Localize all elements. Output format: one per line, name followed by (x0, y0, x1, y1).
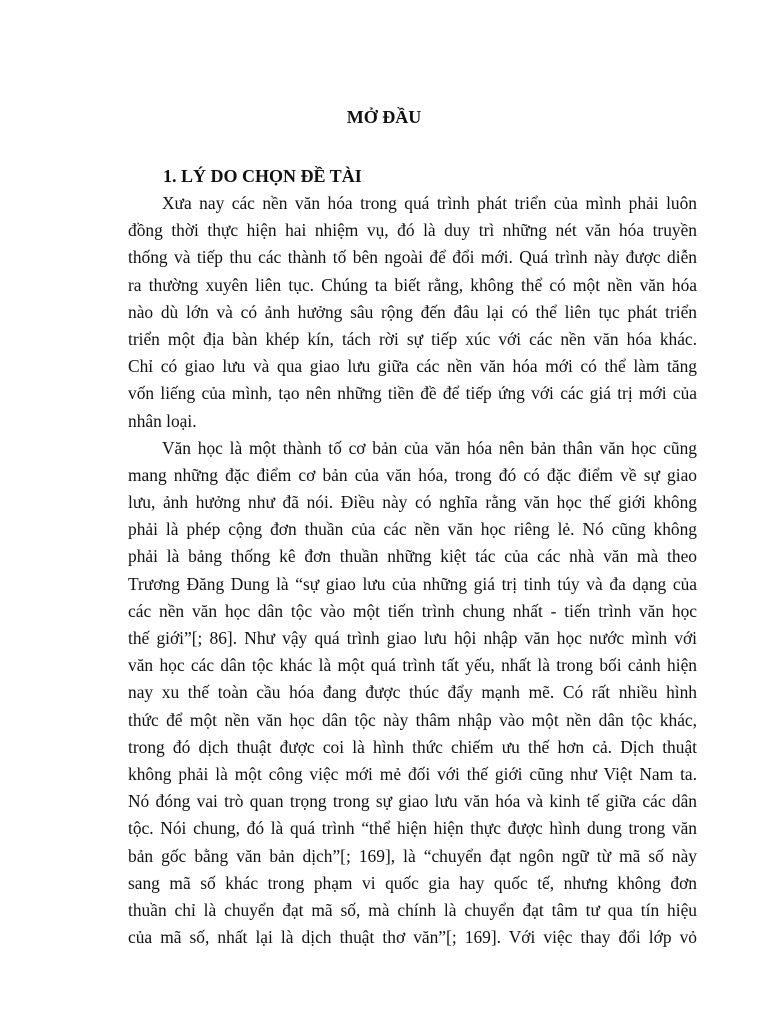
paragraph-2-line-7: các nền văn học dân tộc vào một tiến trình chung nhất - tiến trình văn học (128, 600, 697, 621)
paragraph-2-line-2: mang những đặc điểm cơ bản của văn hóa, trong đó có đặc điểm về sự giao (128, 464, 697, 485)
paragraph-2-line-19: của mã số, nhất lại là dịch thuật thơ văn”[; 169]. Với việc thay đổi lớp vỏ (128, 927, 697, 948)
paragraph-2-line-16: bản gốc bằng văn bản dịch”[; 169], là “chuyển đạt ngôn ngữ từ mã số này (128, 845, 697, 866)
paragraph-2-line-1: Văn học là một thành tố cơ bản của văn hóa nên bản thân văn học cũng (162, 437, 697, 458)
paragraph-2-line-11: thức để một nền văn học dân tộc này thâm nhập vào một nền dân tộc khác, (128, 709, 697, 730)
paragraph-1-line-4: ra thường xuyên liên tục. Chúng ta biết rằng, không thể có một nền văn hóa (128, 274, 697, 295)
paragraph-1-line-8: vốn liếng của mình, tạo nên những tiền đề để tiếp ứng với các giá trị mới của (128, 383, 697, 404)
paragraph-1-line-5: nào dù lớn và có ảnh hưởng sâu rộng đến đâu lại có thể liên tục phát triển (128, 301, 697, 322)
paragraph-2-line-10: nay xu thế toàn cầu hóa đang được thúc đẩy mạnh mẽ. Có rất nhiều hình (128, 682, 697, 703)
page-title: MỞ ĐẦU (346, 107, 422, 127)
paragraph-1-line-9: nhân loại. (128, 410, 197, 431)
paragraph-2-line-13: không phải là một công việc mới mẻ đối với thế giới cũng như Việt Nam ta. (128, 763, 697, 784)
section-heading: 1. LÝ DO CHỌN ĐỀ TÀI (163, 166, 362, 186)
paragraph-2-line-6: Trương Đăng Dung là “sự giao lưu của những giá trị tinh túy và đa dạng của (128, 573, 697, 594)
paragraph-2-line-9: văn học các dân tộc khác là một quá trình tất yếu, nhất là trong bối cảnh hiện (128, 655, 697, 676)
paragraph-1-line-6: triển một địa bàn khép kín, tách rời sự tiếp xúc với các nền văn hóa khác. (128, 328, 697, 349)
paragraph-2-line-14: Nó đóng vai trò quan trọng trong sự giao lưu văn hóa và kinh tế giữa các dân (128, 791, 697, 812)
paragraph-1-line-2: đồng thời thực hiện hai nhiệm vụ, đó là duy trì những nét văn hóa truyền (128, 220, 697, 241)
paragraph-2-line-15: tộc. Nói chung, đó là quá trình “thể hiện hiện thực được hình dung trong văn (128, 818, 697, 839)
paragraph-1-line-3: thống và tiếp thu các thành tố bên ngoài để đổi mới. Quá trình này được diễn (128, 247, 697, 268)
paragraph-2-line-18: thuần chỉ là chuyển đạt mã số, mà chính là chuyển đạt tâm tư qua tín hiệu (128, 899, 697, 920)
paragraph-2-line-17: sang mã số khác trong phạm vi quốc gia hay quốc tế, nhưng không đơn (128, 872, 697, 893)
paragraph-2-line-3: lưu, ảnh hưởng như đã nói. Điều này có nghĩa rằng văn học thế giới không (128, 492, 697, 513)
paragraph-1-line-7: Chỉ có giao lưu và qua giao lưu giữa các nền văn hóa mới có thể làm tăng (128, 356, 697, 377)
paragraph-2-line-8: thế giới”[; 86]. Như vậy quá trình giao lưu hội nhập văn học nước mình với (128, 628, 697, 648)
paragraph-2-line-4: phải là phép cộng đơn thuần của các nền văn học riêng lẻ. Nó cũng không (128, 519, 697, 540)
paragraph-2-line-5: phải là bảng thống kê đơn thuần những kiệt tác của các nhà văn mà theo (128, 546, 697, 567)
paragraph-1-line-1: Xưa nay các nền văn hóa trong quá trình phát triển của mình phải luôn (162, 193, 697, 213)
body-text (128, 190, 697, 951)
paragraph-2-line-12: trong đó dịch thuật được coi là hình thức chiếm ưu thế hơn cả. Dịch thuật (128, 736, 697, 757)
